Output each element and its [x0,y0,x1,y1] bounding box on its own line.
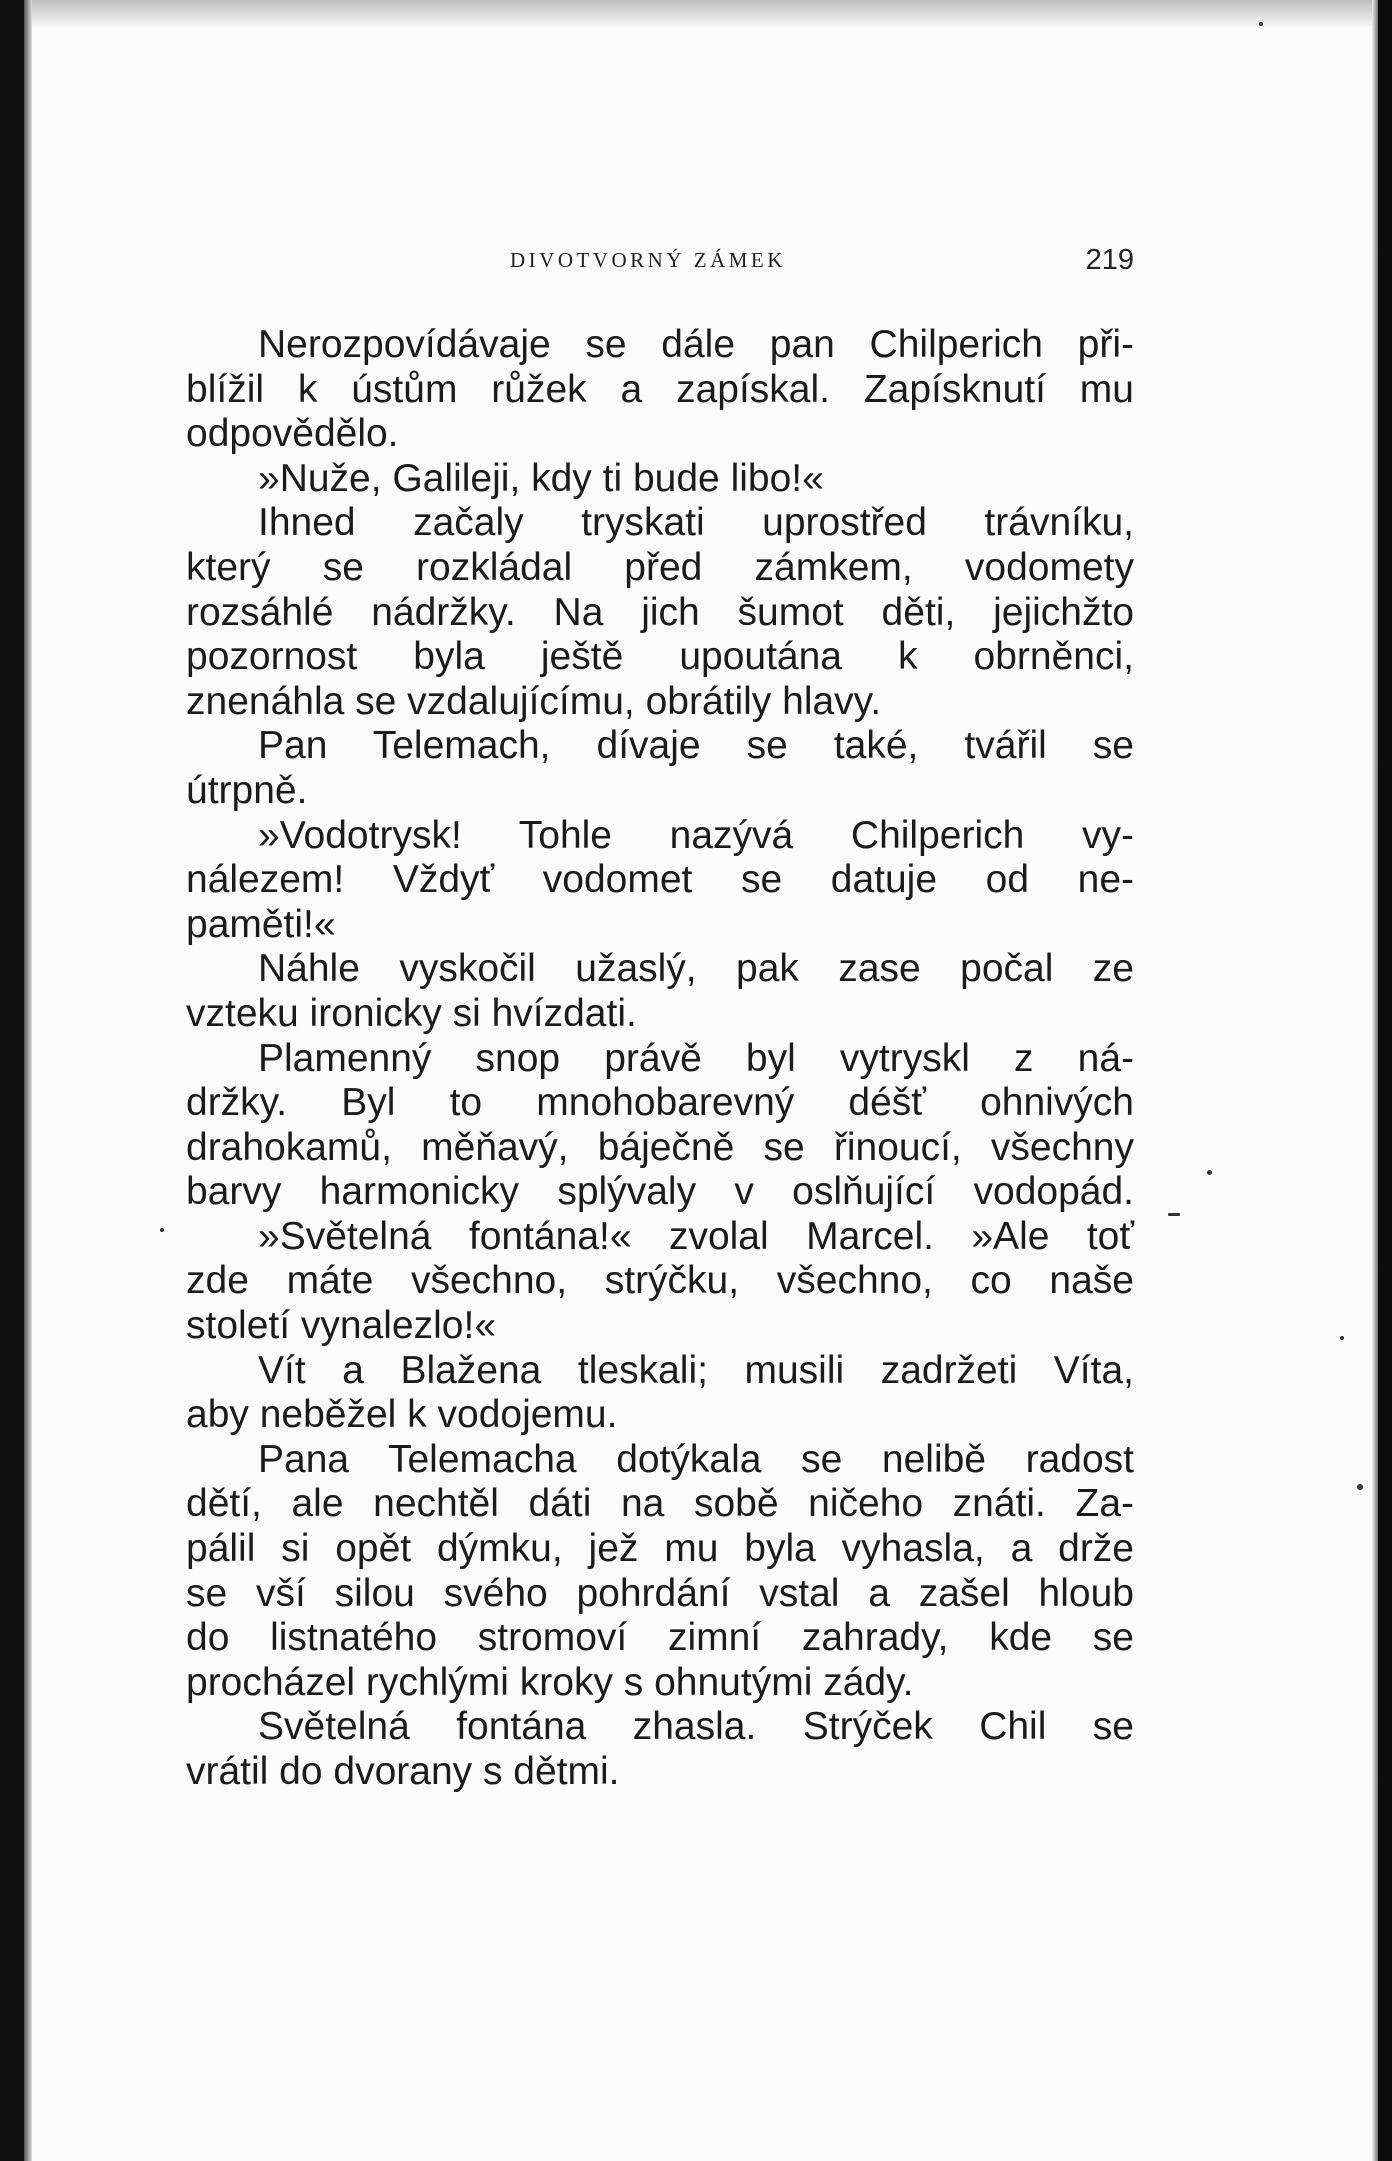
text-line: Plamenný snop právě byl vytryskl z ná- [258,1036,1134,1080]
scan-right-edge [1378,0,1392,2161]
text-line: pálil si opět dýmku, jež mu byla vyhasla, a drže [186,1527,1134,1571]
text-line: aby neběžel k vodojemu. [186,1393,618,1437]
scan-right-shadow [1372,0,1378,2161]
text-line: Pan Telemach, dívaje se také, tvářil se [258,724,1134,768]
text-line: století vynalezlo!« [186,1304,497,1348]
page-number: 219 [1085,244,1134,276]
text-line: do listnatého stromoví zimní zahrady, kde se [186,1616,1134,1660]
text-line: útrpně. [186,768,308,812]
scan-left-edge [0,0,24,2161]
scan-speck [160,1228,164,1232]
text-line: barvy harmonicky splývaly v oslňující vodopád. [186,1170,1134,1214]
text-line: Nerozpovídávaje se dále pan Chilperich při- [258,323,1134,366]
text-line: Pana Telemacha dotýkala se nelibě radost [258,1437,1134,1481]
text-line: vrátil do dvorany s dětmi. [186,1750,620,1793]
text-line: rozsáhlé nádržky. Na jich šumot děti, jejichžto [186,590,1134,634]
scan-speck [1168,1213,1180,1216]
text-line: Světelná fontána zhasla. Strýček Chil se [258,1705,1134,1749]
text-line: »Světelná fontána!« zvolal Marcel. »Ale toť [258,1214,1134,1258]
text-line: blížil k ústům růžek a zapískal. Zapísknutí mu [186,367,1134,411]
scan-speck [1340,1336,1344,1340]
text-line: který se rozkládal před zámkem, vodomety [186,545,1134,589]
scan-top-shadow [24,0,1378,26]
text-line: se vší silou svého pohrdání vstal a zašel hloub [186,1571,1134,1615]
text-line: pozornost byla ještě upoutána k obrněnci, [186,635,1134,679]
scan-speck [1357,1484,1363,1490]
text-line: paměti!« [186,902,336,946]
scan-speck [1207,1170,1212,1175]
running-title: DIVOTVORNÝ ZÁMEK [510,248,786,272]
text-line: »Vodotrysk! Tohle nazývá Chilperich vy- [258,813,1134,857]
text-line: vzteku ironicky si hvízdati. [186,991,637,1035]
text-line: dětí, ale nechtěl dáti na sobě ničeho znáti. Za- [186,1482,1134,1526]
text-line: znenáhla se vzdalujícímu, obrátily hlavy. [186,679,882,723]
text-line: držky. Byl to mnohobarevný déšť ohnivých [186,1081,1134,1125]
text-line: odpovědělo. [186,412,399,456]
text-line: »Nuže, Galileji, kdy ti bude libo!« [258,456,824,500]
text-line: Náhle vyskočil užaslý, pak zase počal ze [258,947,1134,991]
scan-left-shadow [24,0,32,2161]
text-line: drahokamů, měňavý, báječně se řinoucí, všechny [186,1125,1134,1169]
text-line: zde máte všechno, strýčku, všechno, co naše [186,1259,1134,1303]
running-head [186,240,1134,280]
body-text [186,323,1134,1795]
text-line: procházel rychlými kroky s ohnutými zády. [186,1660,914,1704]
text-line: nálezem! Vždyť vodomet se datuje od ne- [186,858,1134,902]
text-line: Ihned začaly tryskati uprostřed trávníku, [258,501,1134,545]
text-line: Vít a Blažena tleskali; musili zadržeti Víta, [258,1348,1134,1392]
scan-speck [1259,22,1263,26]
